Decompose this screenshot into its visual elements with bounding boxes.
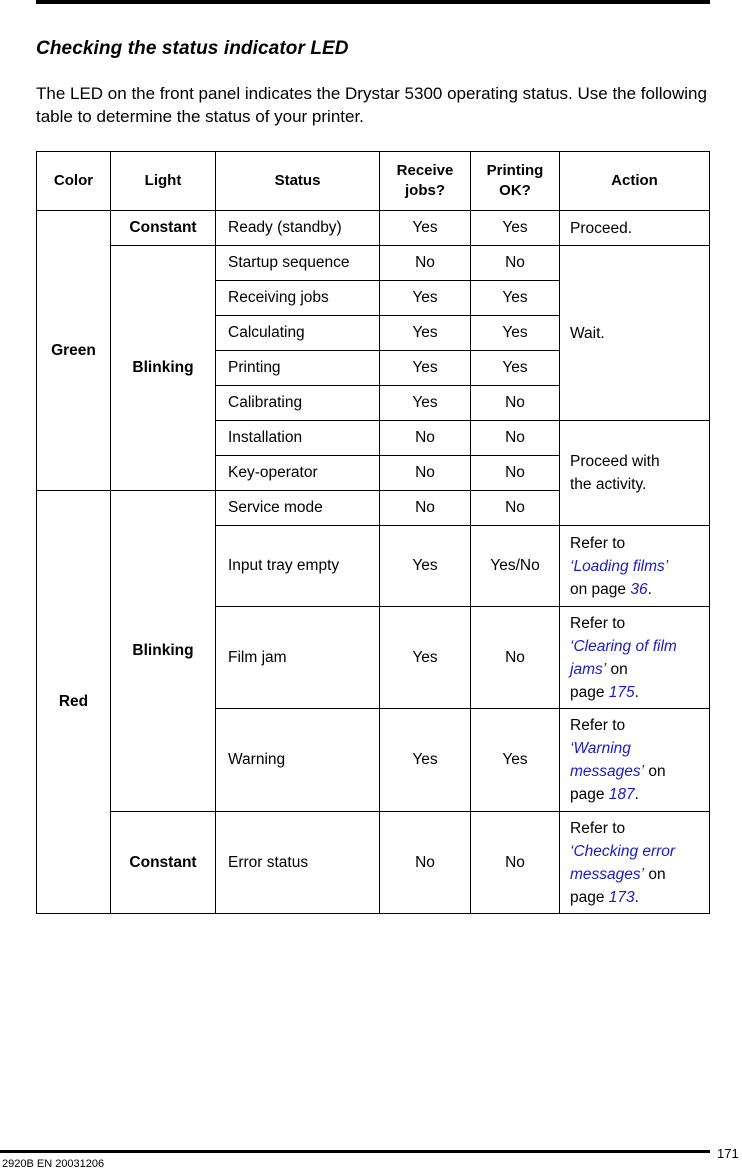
action-cell: Proceed with the activity.: [560, 421, 710, 526]
status-cell: Printing: [216, 351, 380, 386]
printing-cell: No: [471, 421, 560, 456]
printing-cell: No: [471, 246, 560, 281]
page-link[interactable]: 173: [608, 888, 635, 906]
receive-cell: No: [380, 456, 471, 491]
status-led-table: [36, 151, 710, 914]
status-cell: Installation: [216, 421, 380, 456]
status-cell: Ready (standby): [216, 211, 380, 246]
header-action: Action: [560, 152, 710, 211]
action-cell: Proceed.: [560, 211, 710, 246]
receive-cell: Yes: [380, 351, 471, 386]
status-cell: Calibrating: [216, 386, 380, 421]
receive-cell: No: [380, 421, 471, 456]
printing-cell: No: [471, 386, 560, 421]
light-blinking-green: Blinking: [111, 246, 216, 491]
printing-cell: Yes: [471, 351, 560, 386]
receive-cell: Yes: [380, 281, 471, 316]
action-cell: Refer to ‘Loading films’ on page 36.: [560, 526, 710, 607]
intro-paragraph: The LED on the front panel indicates the Drystar 5300 operating status. Use the following table to determine the status of your printer.: [36, 84, 707, 126]
warning-messages-link[interactable]: ‘Warning: [570, 740, 631, 757]
action-cell: Wait.: [560, 246, 710, 421]
status-cell: Warning: [216, 709, 380, 812]
printing-cell: Yes/No: [471, 526, 560, 607]
header-receive-jobs: Receive jobs?: [380, 152, 471, 211]
printing-cell: No: [471, 456, 560, 491]
receive-cell: Yes: [380, 316, 471, 351]
status-cell: Startup sequence: [216, 246, 380, 281]
page-number: 171: [717, 1146, 739, 1161]
receive-cell: No: [380, 246, 471, 281]
top-rule: [36, 0, 710, 4]
status-cell: Service mode: [216, 491, 380, 526]
printing-cell: Yes: [471, 316, 560, 351]
header-printing-ok: Printing OK?: [471, 152, 560, 211]
status-cell: Calculating: [216, 316, 380, 351]
loading-films-link[interactable]: ‘Loading films’: [570, 557, 669, 575]
status-cell: Receiving jobs: [216, 281, 380, 316]
light-blinking-red: Blinking: [111, 491, 216, 812]
color-green: Green: [37, 211, 111, 491]
receive-cell: Yes: [380, 607, 471, 709]
table-row: [37, 211, 710, 246]
status-cell: Key-operator: [216, 456, 380, 491]
header-light: Light: [111, 152, 216, 211]
printing-cell: No: [471, 812, 560, 914]
action-cell: Refer to ‘Checking error messages’ on page 173.: [560, 812, 710, 914]
page-link[interactable]: 36: [630, 580, 648, 598]
status-cell: Film jam: [216, 607, 380, 709]
page-link[interactable]: 187: [608, 786, 635, 803]
receive-cell: Yes: [380, 526, 471, 607]
printing-cell: No: [471, 607, 560, 709]
printing-cell: Yes: [471, 281, 560, 316]
header-status: Status: [216, 152, 380, 211]
status-cell: Input tray empty: [216, 526, 380, 607]
page-link[interactable]: 175: [608, 683, 635, 701]
action-cell: Refer to ‘Warning messages’ on page 187.: [560, 709, 710, 812]
table-row: [37, 812, 710, 914]
checking-error-messages-link[interactable]: ‘Checking error: [570, 842, 676, 860]
receive-cell: Yes: [380, 709, 471, 812]
section-title: Checking the status indicator LED: [36, 38, 349, 59]
receive-cell: No: [380, 812, 471, 914]
receive-cell: No: [380, 491, 471, 526]
printing-cell: No: [471, 491, 560, 526]
status-cell: Error status: [216, 812, 380, 914]
light-constant-red: Constant: [111, 812, 216, 914]
printing-cell: Yes: [471, 709, 560, 812]
table-header-row: [37, 152, 710, 211]
table-row: [37, 246, 710, 281]
header-color: Color: [37, 152, 111, 211]
color-red: Red: [37, 491, 111, 914]
receive-cell: Yes: [380, 386, 471, 421]
light-constant: Constant: [111, 211, 216, 246]
action-cell: Refer to ‘Clearing of film jams’ on page 175.: [560, 607, 710, 709]
receive-cell: Yes: [380, 211, 471, 246]
printing-cell: Yes: [471, 211, 560, 246]
footer-doc-id: 2920B EN 20031206: [2, 1158, 105, 1170]
clearing-jams-link[interactable]: ‘Clearing of film: [570, 637, 677, 655]
bottom-rule: [0, 1150, 710, 1153]
